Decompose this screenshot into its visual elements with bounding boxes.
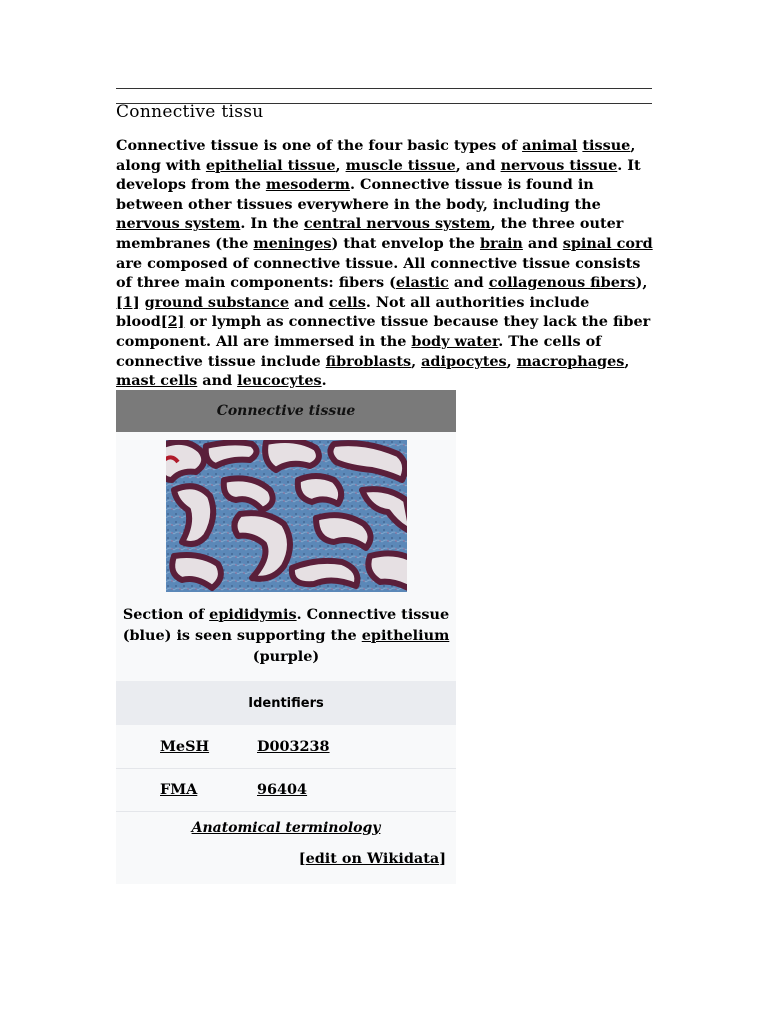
link-animal[interactable]: animal bbox=[522, 137, 578, 154]
edit-on-wikidata-link[interactable]: edit on Wikidata bbox=[305, 850, 440, 867]
link-central-nervous-system[interactable]: central nervous system bbox=[303, 215, 491, 233]
link-ref-1[interactable]: [1] bbox=[116, 293, 140, 311]
link-spinal-cord[interactable]: spinal cord bbox=[562, 234, 653, 252]
text-run: (purple) bbox=[252, 648, 320, 665]
text-run: , bbox=[335, 156, 346, 174]
link-tissue[interactable]: tissue bbox=[582, 137, 631, 154]
link-epithelial-tissue[interactable]: epithelial tissue bbox=[205, 156, 336, 174]
text-run: , along with bbox=[116, 137, 636, 174]
link-collagenous-fibers[interactable]: collagenous fibers bbox=[488, 274, 636, 292]
link-macrophages[interactable]: macrophages bbox=[516, 352, 625, 370]
link-brain[interactable]: brain bbox=[479, 234, 523, 252]
text-run: are composed of connective tissue. All connective tissue consists of three main components: fibers ( bbox=[116, 254, 641, 292]
fma-key-link[interactable]: FMA bbox=[160, 781, 198, 798]
epididymis-micrograph-icon bbox=[166, 440, 407, 592]
link-epididymis[interactable]: epididymis bbox=[209, 606, 297, 623]
link-mesoderm[interactable]: mesoderm bbox=[265, 176, 350, 194]
text-run: and bbox=[197, 372, 238, 390]
text-run: ), bbox=[635, 274, 648, 292]
text-run: . bbox=[321, 372, 327, 390]
link-epithelium[interactable]: epithelium bbox=[361, 627, 450, 644]
text-run: . Connective tissue is found in between other tissues everywhere in the body, including the bbox=[116, 176, 601, 213]
text-run: . Connective tissue (blue) is seen supporting the bbox=[122, 606, 450, 644]
infobox bbox=[116, 390, 456, 884]
bracket-close: ] bbox=[439, 850, 446, 867]
mesh-key-link[interactable]: MeSH bbox=[160, 738, 210, 755]
link-cells[interactable]: cells bbox=[328, 293, 366, 311]
text-run: or lymph as connective tissue because they lack the fiber component. All are immersed in the bbox=[116, 313, 651, 350]
text-run: , the three outer membranes (the bbox=[116, 215, 624, 252]
histology-image[interactable] bbox=[166, 440, 407, 592]
text-run: and bbox=[288, 293, 329, 311]
text-run: , bbox=[624, 352, 630, 370]
fma-value-link[interactable]: 96404 bbox=[257, 781, 308, 798]
article-title: Connective tissu bbox=[116, 102, 264, 122]
text-run: , and bbox=[455, 156, 501, 174]
link-meninges[interactable]: meninges bbox=[253, 234, 332, 252]
link-mast-cells[interactable]: mast cells bbox=[116, 372, 198, 390]
link-fibroblasts[interactable]: fibroblasts bbox=[325, 352, 412, 370]
link-ref-2[interactable]: [2] bbox=[160, 313, 185, 331]
bracket-open: [ bbox=[298, 850, 306, 867]
link-nervous-tissue[interactable]: nervous tissue bbox=[500, 156, 618, 174]
link-elastic[interactable]: elastic bbox=[395, 274, 449, 292]
infobox-header: Connective tissue bbox=[116, 390, 456, 432]
link-ground-substance[interactable]: ground substance bbox=[144, 293, 289, 311]
text-run: , bbox=[506, 352, 517, 370]
text-run: ) that envelop the bbox=[331, 234, 480, 252]
article-paragraph bbox=[116, 136, 656, 391]
link-nervous-system[interactable]: nervous system bbox=[116, 215, 241, 233]
link-muscle-tissue[interactable]: muscle tissue bbox=[345, 156, 456, 174]
link-adipocytes[interactable]: adipocytes bbox=[421, 352, 507, 370]
text-run: Connective tissue is one of the four basic types of bbox=[116, 137, 523, 154]
edit-on-wikidata bbox=[299, 850, 446, 867]
infobox-caption bbox=[116, 604, 456, 667]
text-run: , bbox=[411, 352, 422, 370]
text-run: . The cells of connective tissue include bbox=[116, 332, 602, 370]
text-run: Section of bbox=[122, 606, 210, 623]
text-run: . It develops from the bbox=[116, 156, 641, 194]
identifiers-heading: Identifiers bbox=[116, 681, 456, 725]
text-run: and bbox=[448, 274, 489, 292]
top-rule bbox=[116, 88, 652, 89]
text-run: . Not all authorities include blood bbox=[116, 293, 590, 331]
link-leucocytes[interactable]: leucocytes bbox=[237, 372, 322, 390]
link-body-water[interactable]: body water bbox=[411, 332, 499, 350]
text-run: . In the bbox=[240, 215, 304, 233]
anatomical-terminology-link[interactable]: Anatomical terminology bbox=[191, 820, 381, 836]
text-run: and bbox=[522, 234, 563, 252]
identifier-row-mesh bbox=[116, 726, 456, 769]
mesh-value-link[interactable]: D003238 bbox=[257, 738, 330, 755]
identifier-row-fma bbox=[116, 769, 456, 812]
